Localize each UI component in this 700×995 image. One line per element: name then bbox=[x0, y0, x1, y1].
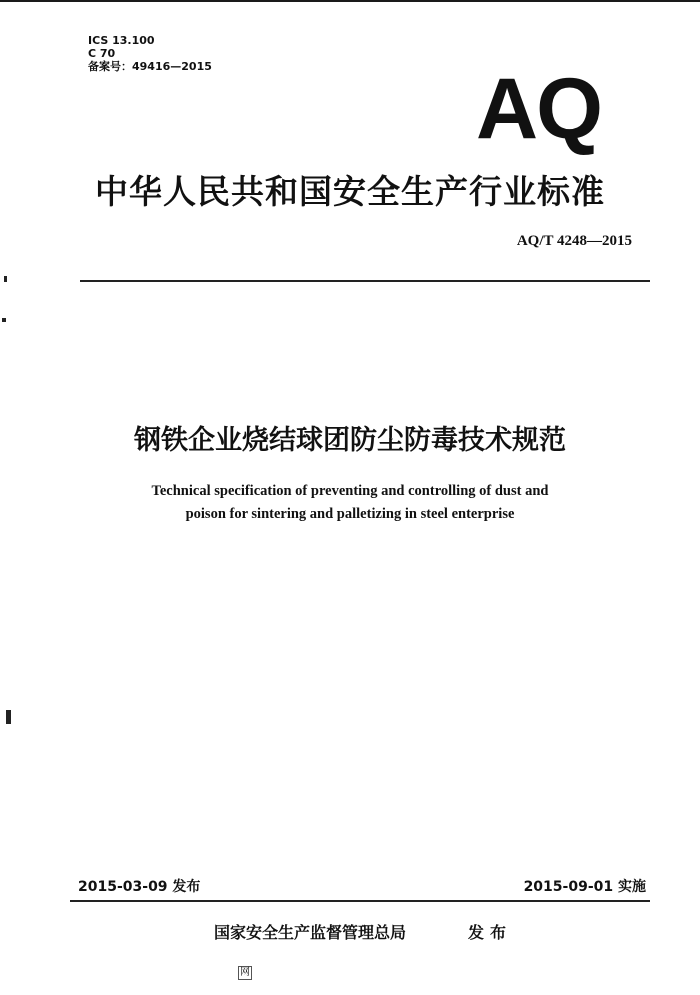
document-title-cn: 钢铁企业烧结球团防尘防毒技术规范 bbox=[134, 425, 566, 456]
ccs-code: C 70 bbox=[88, 47, 116, 60]
footer-divider bbox=[70, 900, 650, 902]
title-en-line-1: Technical specification of preventing and controlling of dust and bbox=[151, 483, 549, 499]
issue-date: 2015-03-09 发布 bbox=[78, 879, 201, 895]
document-title-en bbox=[0, 480, 700, 526]
publisher-name: 国家安全生产监督管理总局 bbox=[214, 923, 407, 942]
ics-code: ICS 13.100 bbox=[88, 34, 155, 47]
header-divider bbox=[80, 280, 650, 282]
publish-label: 发布 bbox=[468, 923, 513, 942]
scan-speck bbox=[4, 276, 7, 282]
aq-logo: AQ bbox=[476, 61, 601, 157]
scan-speck bbox=[6, 710, 11, 724]
implementation-date: 2015-09-01 实施 bbox=[523, 879, 646, 895]
scan-speck bbox=[2, 318, 6, 322]
standard-code: AQ/T 4248—2015 bbox=[516, 233, 632, 249]
title-en-line-2: poison for sintering and palletizing in steel enterprise bbox=[185, 506, 515, 522]
standard-category-title: 中华人民共和国安全生产行业标准 bbox=[95, 172, 605, 211]
footer-mark: 网 bbox=[240, 967, 250, 978]
top-border bbox=[0, 0, 700, 2]
classification-block bbox=[88, 34, 212, 73]
record-number: 备案号：49416—2015 bbox=[88, 60, 212, 73]
